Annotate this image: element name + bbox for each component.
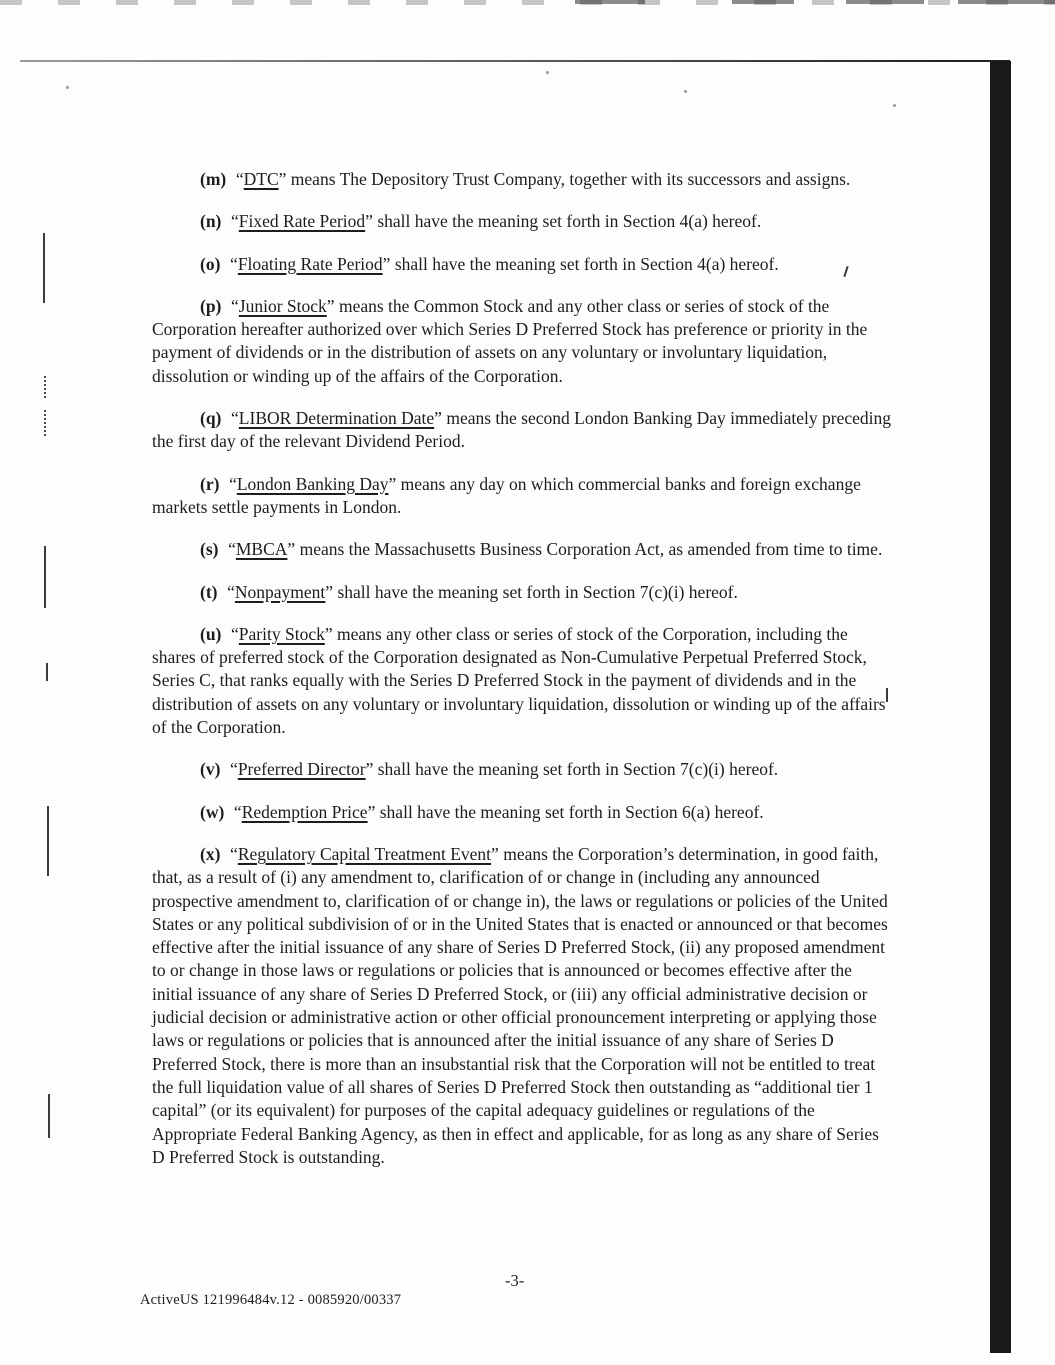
definition-text: shall have the meaning set forth in Section 4(a) hereof. xyxy=(390,253,779,274)
open-quote: “ xyxy=(230,759,238,780)
margin-mark xyxy=(44,546,46,608)
open-quote: “ xyxy=(231,211,239,232)
page-number: -3- xyxy=(505,1271,525,1290)
definition-text: shall have the meaning set forth in Section 7(c)(i) hereof. xyxy=(333,581,738,602)
open-quote: “ xyxy=(228,539,236,560)
open-quote: “ xyxy=(230,843,238,864)
noise-dot xyxy=(546,71,549,74)
definition-paragraph-u xyxy=(152,623,892,739)
close-quote: ” xyxy=(491,843,499,864)
close-quote: ” xyxy=(287,539,296,560)
defined-term: Regulatory Capital Treatment Event xyxy=(237,843,492,864)
definition-paragraph-m xyxy=(152,168,892,191)
definition-paragraph-r xyxy=(152,473,892,520)
definition-paragraph-w xyxy=(152,801,892,824)
definition-label: (x) xyxy=(200,843,221,864)
close-quote: ” xyxy=(434,408,442,429)
close-quote: ” xyxy=(388,473,397,494)
noise-dot xyxy=(684,90,687,93)
scan-artifact xyxy=(575,0,645,4)
open-quote: “ xyxy=(231,295,239,316)
definition-text: means the second London Banking Day immediately preceding the first day of the relevant Dividend Period. xyxy=(152,408,891,452)
close-quote: ” xyxy=(367,801,376,822)
definition-label: (n) xyxy=(200,211,222,232)
noise-dot xyxy=(893,104,896,107)
scan-artifact-horizontal-rule xyxy=(20,60,1010,62)
margin-mark xyxy=(47,806,49,876)
definition-text: means the Common Stock and any other class or series of stock of the Corporation hereafter authorized over which Series D Preferred Stock has preference or priority in the payment of dividends or in the distribution of assets on any voluntary or involuntary liquidation, dissolution or winding up of the affairs of the Corporation. xyxy=(152,295,868,386)
definition-text: means the Corporation’s determination, in good faith, that, as a result of (i) any amendment to, clarification of or change in (including any announced prospective amendment to, clarification of or change in), the laws or regulations or policies of the United States or any political subdivision of or in the United States that is enacted or announced or that becomes effective after the initial issuance of any share of Series D Preferred Stock, (ii) any proposed amendment to or change in those laws or regulations or policies that is announced or becomes effective after the initial issuance of any share of Series D Preferred Stock, or (iii) any official administrative decision or judicial decision or administrative action or other official pronouncement interpreting or applying those laws or regulations or policies that is announced after the initial issuance of any share of Series D Preferred Stock, there is more than an insubstantial risk that the Corporation will not be entitled to treat the full liquidation value of all shares of Series D Preferred Stock then outstanding as “additional tier 1 capital” (or its equivalent) for purposes of the capital adequacy guidelines or regulations of the Appropriate Federal Banking Agency, as then in effect and applicable, for as long as any share of Series D Preferred Stock is outstanding. xyxy=(152,843,888,1167)
scan-artifact xyxy=(846,0,924,4)
definition-paragraph-s xyxy=(152,538,892,561)
close-quote: ” xyxy=(382,253,391,274)
close-quote: ” xyxy=(324,623,333,644)
defined-term: Preferred Director xyxy=(237,759,366,780)
close-quote: ” xyxy=(365,211,373,232)
definition-label: (t) xyxy=(200,581,218,602)
definition-paragraph-x xyxy=(152,843,892,1169)
definition-text: means any other class or series of stock of the Corporation, including the shares of preferred stock of the Corporation designated as Non-Cumulative Perpetual Preferred Stock, Series C, that ranks equally with the Series D Preferred Stock in the payment of dividends and in the distribution of assets on any voluntary or involuntary liquidation, dissolution or winding up of the affairs of the Corporation. xyxy=(152,623,886,738)
definition-label: (u) xyxy=(200,623,222,644)
open-quote: “ xyxy=(227,581,235,602)
defined-term: Parity Stock xyxy=(238,623,325,644)
definition-label: (r) xyxy=(200,473,220,494)
margin-mark xyxy=(44,376,48,398)
definition-text: means the Massachusetts Business Corporation Act, as amended from time to time. xyxy=(295,539,883,560)
margin-mark xyxy=(44,410,48,436)
defined-term: MBCA xyxy=(235,539,288,560)
close-quote: ” xyxy=(365,759,374,780)
open-quote: “ xyxy=(235,169,244,189)
defined-term: DTC xyxy=(243,169,279,189)
definition-paragraph-o xyxy=(152,253,892,276)
scan-artifact xyxy=(958,0,1055,4)
definition-paragraph-v xyxy=(152,758,892,781)
defined-term: Junior Stock xyxy=(238,295,327,316)
scan-artifact xyxy=(732,0,794,4)
defined-term: Fixed Rate Period xyxy=(238,211,366,232)
definition-paragraph-p xyxy=(152,295,892,388)
definition-text: shall have the meaning set forth in Section 6(a) hereof. xyxy=(375,801,764,822)
definitions-section xyxy=(152,168,892,1188)
document-id-footer: ActiveUS 121996484v.12 - 0085920/00337 xyxy=(140,1292,402,1308)
defined-term: Floating Rate Period xyxy=(237,253,383,274)
scan-artifact-binding-bar xyxy=(990,61,1011,1353)
definition-label: (v) xyxy=(200,759,221,780)
definition-label: (m) xyxy=(200,169,227,189)
definition-text: shall have the meaning set forth in Section 7(c)(i) hereof. xyxy=(373,759,779,780)
close-quote: ” xyxy=(326,295,335,316)
definition-label: (p) xyxy=(200,295,222,316)
margin-mark xyxy=(48,1094,50,1138)
close-quote: ” xyxy=(325,581,334,602)
defined-term: Redemption Price xyxy=(241,801,368,822)
definition-text: means any day on which commercial banks and foreign exchange markets settle payments in London. xyxy=(152,473,861,517)
noise-dot xyxy=(66,86,69,89)
open-quote: “ xyxy=(233,801,242,822)
open-quote: “ xyxy=(231,623,239,644)
definition-label: (o) xyxy=(200,253,221,274)
definition-label: (s) xyxy=(200,539,219,560)
definition-text: shall have the meaning set forth in Section 4(a) hereof. xyxy=(372,211,762,232)
defined-term: Nonpayment xyxy=(234,581,326,602)
definition-paragraph-q xyxy=(152,407,892,454)
close-quote: ” xyxy=(278,169,287,189)
definition-paragraph-n xyxy=(152,210,892,233)
definition-text: means The Depository Trust Company, together with its successors and assigns. xyxy=(286,169,851,189)
open-quote: “ xyxy=(229,473,237,494)
margin-mark xyxy=(46,663,48,681)
defined-term: London Banking Day xyxy=(236,473,389,494)
margin-mark xyxy=(43,233,45,303)
definition-paragraph-t xyxy=(152,581,892,604)
defined-term: LIBOR Determination Date xyxy=(238,408,435,429)
open-quote: “ xyxy=(230,253,238,274)
open-quote: “ xyxy=(231,408,239,429)
definition-label: (w) xyxy=(200,801,225,822)
definition-label: (q) xyxy=(200,408,222,429)
